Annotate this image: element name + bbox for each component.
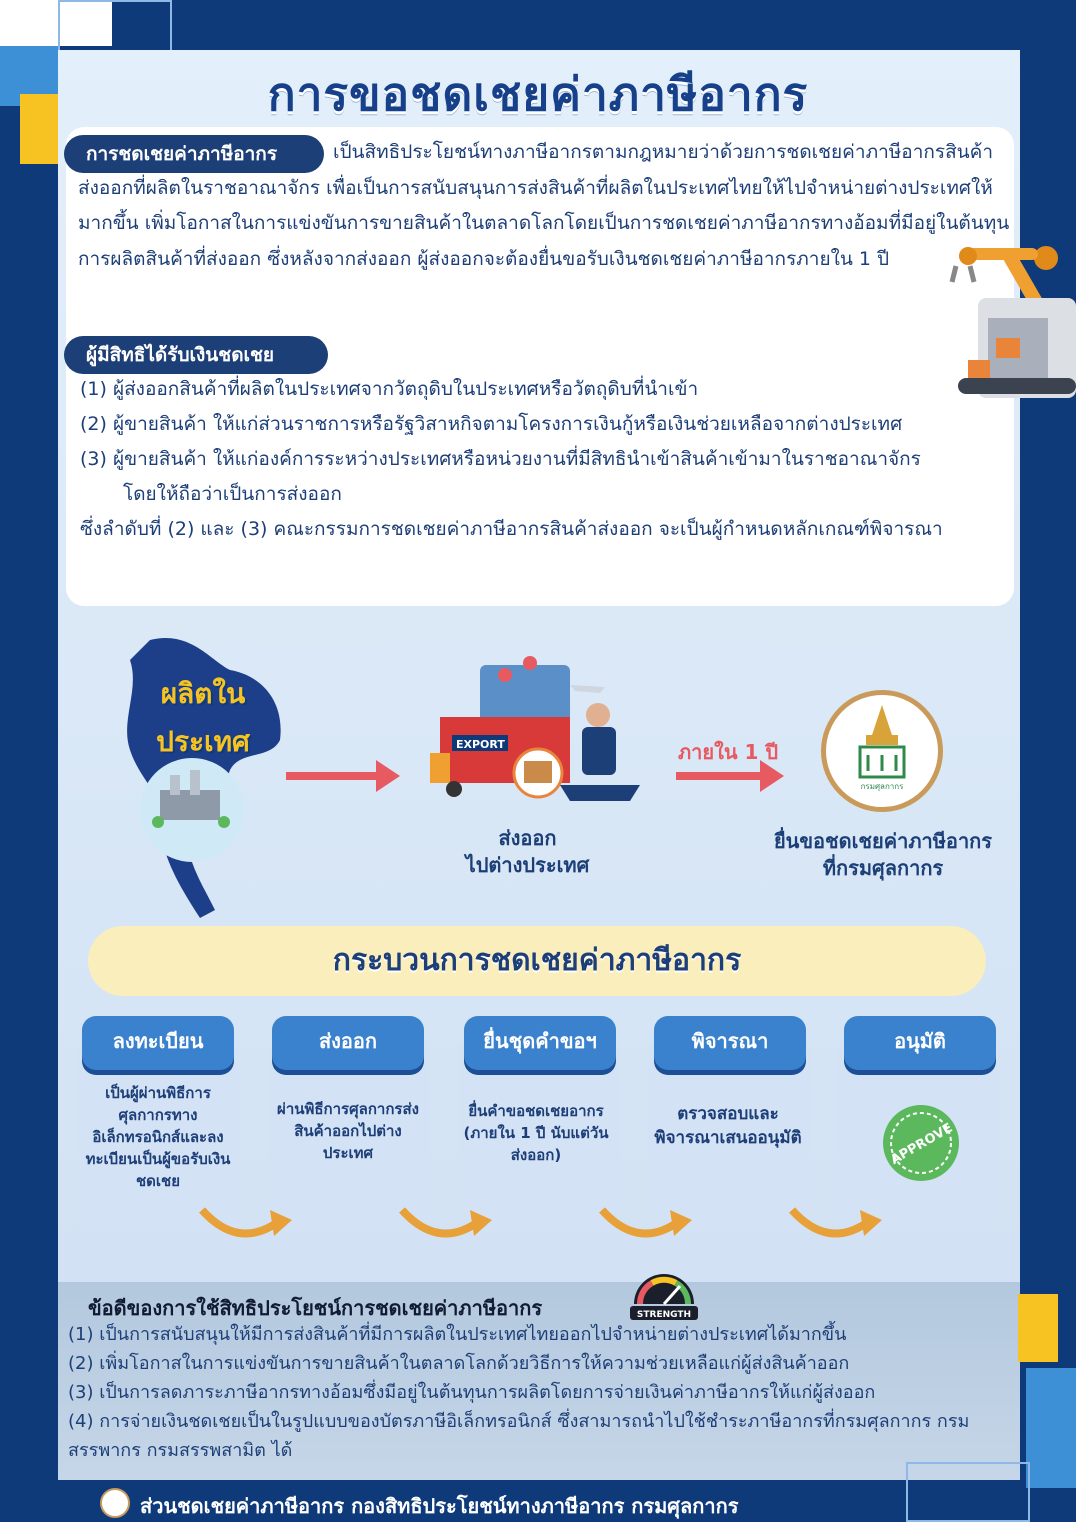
submit-label-line-1: ยื่นขอชดเชยค่าภาษีอากร — [773, 829, 993, 853]
flow-arrow-2-head — [760, 760, 784, 792]
map-label-line-2: ประเทศ — [156, 725, 250, 758]
submit-label-line-2: ที่กรมศุลกากร — [822, 856, 944, 880]
step-head-register: ลงทะเบียน — [82, 1016, 234, 1070]
step-body-review: ตรวจสอบและพิจารณาเสนออนุมัติ — [654, 1104, 802, 1148]
submit-label — [760, 828, 1006, 882]
eligible-item-3: (3) ผู้ขายสินค้า ให้แก่องค์การระหว่างประเทศหรือหน่วยงานที่มีสิทธินำเข้าสินค้าเข้ามาในราชอาณาจักร — [80, 448, 921, 470]
map-label-line-1: ผลิตใน — [160, 677, 246, 710]
advantages-list — [68, 1320, 1013, 1465]
eligible-label: ผู้มีสิทธิได้รับเงินชดเชย — [64, 336, 328, 374]
deco-square-outline-br — [906, 1462, 1030, 1522]
strength-gauge-icon — [628, 1264, 700, 1322]
eligible-note: ซึ่งลำดับที่ (2) และ (3) คณะกรรมการชดเชยค่าภาษีอากรสินค้าส่งออก จะเป็นผู้กำหนดหลักเกณฑ์พิจารณา — [80, 518, 943, 540]
export-truck-icon — [430, 655, 645, 805]
approve-stamp-icon — [878, 1100, 964, 1186]
flow-arrow-1 — [286, 772, 378, 780]
step-head-approve: อนุมัติ — [844, 1016, 996, 1070]
process-title: กระบวนการชดเชยค่าภาษีอากร — [88, 926, 986, 996]
step-head-export: ส่งออก — [272, 1016, 424, 1070]
intro-text: เป็นสิทธิประโยชน์ทางภาษีอากรตามกฎหมายว่าด้วยการชดเชยค่าภาษีอากรสินค้าส่งออกที่ผลิตในราชอาณาจักร เพื่อเป็นการสนับสนุนการส่งสินค้าที่ผลิตในประเทศไทยให้ไปจำหน่ายต่างประเทศให้มากขึ้น เพิ่มโอกาสในการแข่งขันการขายสินค้าในตลาดโลกโดยเป็นการชดเชยค่าภาษีอากรทางอ้อมที่มีอยู่ในต้นทุนการผลิตสินค้าที่ส่งออก ซึ่งหลังจากส่งออก ผู้ส่งออกจะต้องยื่นขอรับเงินชดเชยค่าภาษีอากรภายใน 1 ปี — [78, 141, 1010, 270]
eligible-item-2: (2) ผู้ขายสินค้า ให้แก่ส่วนราชการหรือรัฐวิสาหกิจตามโครงการเงินกู้หรือเงินช่วยเหลือจากต่างประเทศ — [80, 413, 903, 435]
eligible-list — [80, 372, 1015, 547]
step-head-review: พิจารณา — [654, 1016, 806, 1070]
deco-square-blue-br — [1026, 1368, 1076, 1488]
advantages-title: ข้อดีของการใช้สิทธิประโยชน์การชดเชยค่าภาษีอากร — [88, 1296, 543, 1320]
step-arrow-3 — [598, 1200, 694, 1250]
step-body-export: ผ่านพิธีการศุลกากรส่งสินค้าออกไปต่างประเทศ — [277, 1100, 419, 1162]
footer-text: ส่วนชดเชยค่าภาษีอากร กองสิทธิประโยชน์ทางภาษีอากร กรมศุลกากร — [140, 1494, 739, 1518]
approve-stamp-text: APPROVE — [888, 1120, 956, 1168]
deco-square-yellow-br — [1018, 1294, 1058, 1362]
advantage-item-2: (2) เพิ่มโอกาสในการแข่งขันการขายสินค้าในตลาดโลกด้วยวิธีการให้ความช่วยเหลือแก่ผู้ส่งสินค้าออก — [68, 1353, 850, 1374]
customs-seal-icon — [821, 690, 943, 812]
footer — [100, 1486, 900, 1520]
step-body-submit: ยื่นคำขอชดเชยอากร (ภายใน 1 ปี นับแต่วันส่งออก) — [463, 1102, 609, 1164]
step-arrow-2 — [398, 1200, 494, 1250]
seal-text: กรมศุลกากร — [860, 782, 904, 791]
flow-arrow-2 — [676, 772, 760, 780]
advantage-item-1: (1) เป็นการสนับสนุนให้มีการส่งสินค้าที่มีการผลิตในประเทศไทยออกไปจำหน่ายต่างประเทศได้มากขึ้น — [68, 1324, 847, 1345]
export-sign: EXPORT — [456, 738, 505, 751]
eligible-item-1: (1) ผู้ส่งออกสินค้าที่ผลิตในประเทศจากวัตถุดิบในประเทศหรือวัตถุดิบที่นำเข้า — [80, 378, 699, 400]
flow-arrow-1-head — [376, 760, 400, 792]
footer-seal-icon — [100, 1488, 130, 1518]
intro-label: การชดเชยค่าภาษีอากร — [64, 135, 324, 173]
robot-arm-icon — [948, 238, 1076, 428]
step-arrow-1 — [198, 1200, 294, 1250]
step-head-submit: ยื่นชุดคำขอฯ — [464, 1016, 616, 1070]
gauge-label: STRENGTH — [636, 1310, 692, 1320]
export-label — [430, 825, 625, 879]
step-body-register: เป็นผู้ผ่านพิธีการศุลกากรทางอิเล็กทรอนิกส์และลงทะเบียนเป็นผู้ขอรับเงินชดเชย — [85, 1084, 231, 1190]
page-title: การขอชดเชยค่าภาษีอากร — [267, 67, 809, 121]
advantage-item-3: (3) เป็นการลดภาระภาษีอากรทางอ้อมซึ่งมีอยู่ในต้นทุนการผลิตโดยการจ่ายเงินค่าภาษีอากรให้แก่ผู้ส่งออก — [68, 1382, 876, 1403]
within-one-year-label: ภายใน 1 ปี — [678, 740, 779, 764]
step-arrow-4 — [788, 1200, 884, 1250]
export-label-line-2: ไปต่างประเทศ — [465, 853, 590, 877]
export-label-line-1: ส่งออก — [498, 826, 557, 850]
eligible-item-3-cont: โดยให้ถือว่าเป็นการส่งออก — [123, 483, 342, 505]
advantage-item-4: (4) การจ่ายเงินชดเชยเป็นในรูปแบบของบัตรภาษีอิเล็กทรอนิกส์ ซึ่งสามารถนำไปใช้ชำระภาษีอากรที่กรมศุลกากร กรมสรรพากร กรมสรรพสามิต ได้ — [68, 1411, 970, 1461]
